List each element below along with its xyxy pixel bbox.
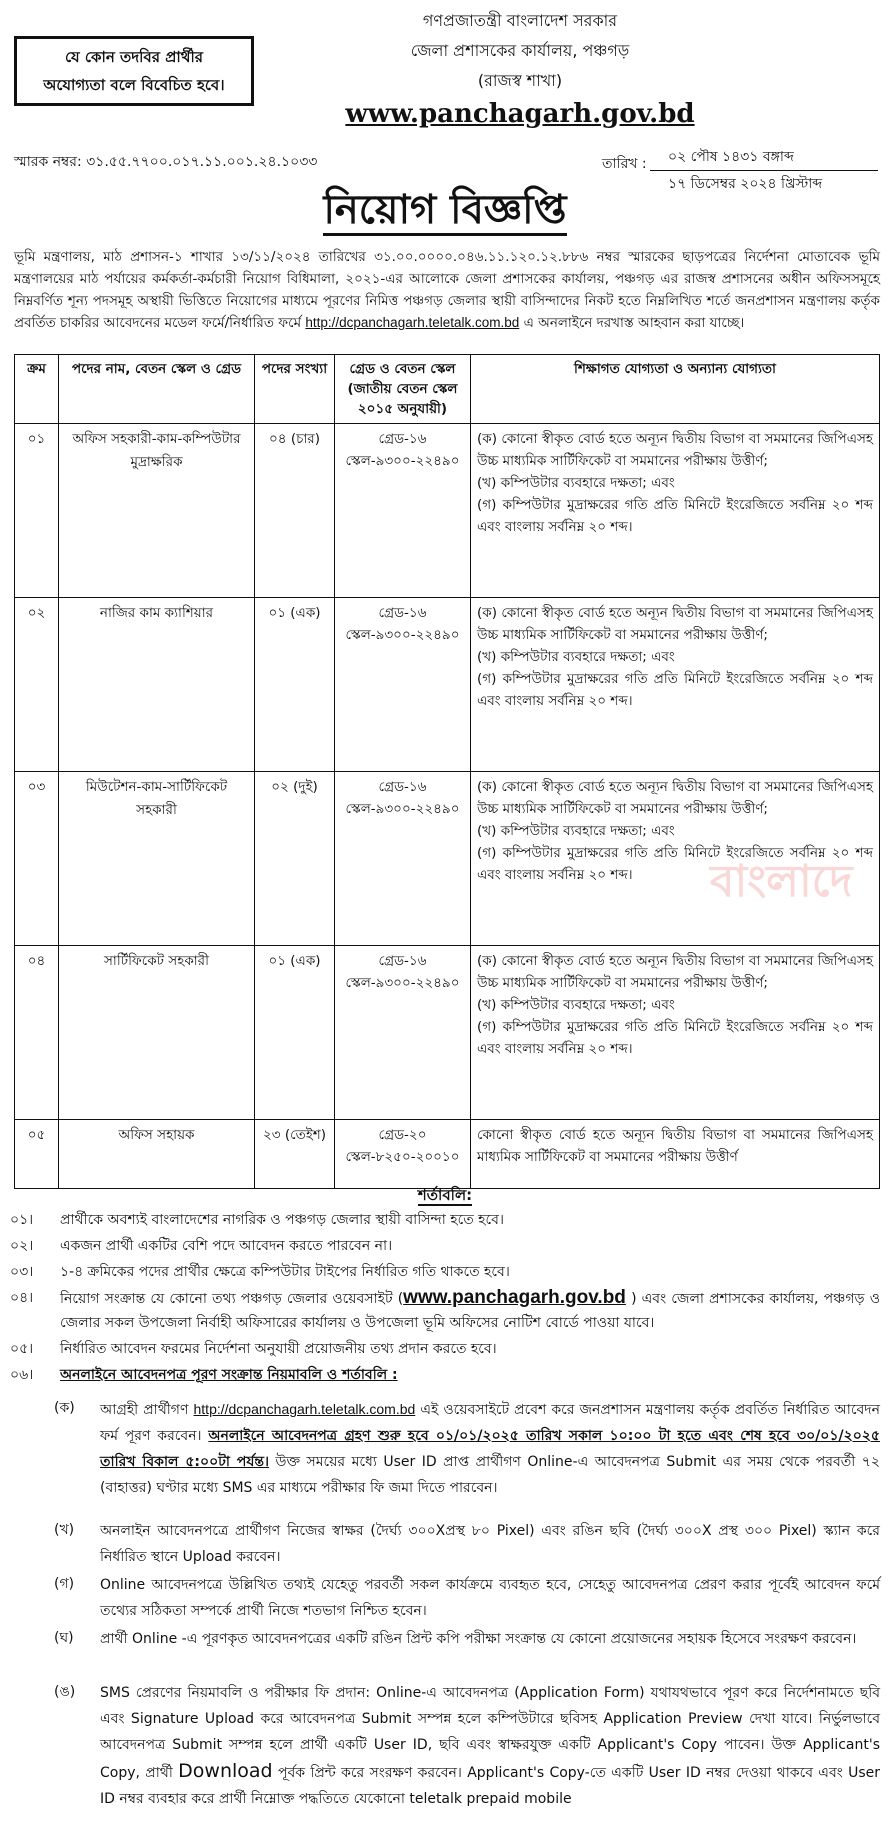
application-link[interactable]: http://dcpanchagarh.teletalk.com.bd [305,315,520,330]
warning-line-1: যে কোন তদবির প্রার্থীর [64,48,204,66]
cell-qualification: (ক) কোনো স্বীকৃত বোর্ড হতে অন্যূন দ্বিতীয় বিভাগ বা সমমানের জিপিএসহ উচ্চ মাধ্যমিক সার্টিফিকেট বা সমমানের পরীক্ষায় উত্তীর্ণ; (খ) কম্পিউটার ব্যবহারে দক্ষতা; এবং (গ) কম্পিউটার মুদ্রাক্ষরের গতি প্রতি মিনিটে ইংরেজিতে সর্বনিম্ন ২০ শব্দ এবং বাংলায় সর্বনিম্ন ২০ শব্দ। [471,424,880,598]
sub-item-gha: (ঘ) প্রার্থী Online -এ পূরণকৃত আবেদনপত্রের একটি রঙিন প্রিন্ট কপি পরীক্ষা সংক্রান্ত যে কোনো প্রয়োজনের সহায়ক হিসেবে সংরক্ষণ করবেন। [54,1630,857,1647]
intro-suffix: এ অনলাইনে দরখাস্ত আহবান করা যাচ্ছে। [523,315,745,331]
branch-name: (রাজস্ব শাখা) [477,71,563,90]
date-english: ১৭ ডিসেম্বর ২০২৪ খ্রিস্টাব্দ [668,176,823,192]
warning-notice-box [14,36,254,106]
sub-item-uma: (ঙ) SMS প্রেরণের নিয়মাবলি ও পরীক্ষার ফি প্রদান: Online-এ আবেদনপত্র (Application Form) যথাযথভাবে পূরণ করে নির্দেশনামতে ছবি এবং Signature Upload করে আবেদনপত্র Submit সম্পন্ন হলে কম্পিউটারে ছবিসহ Application Preview দেখা যাবে। নির্ভুলভাবে আবেদনপত্র Submit সম্পন্ন হলে প্রার্থী একটি User ID, ছবি এবং স্বাক্ষরযুক্ত একটি Applicant's Copy পাবেন। উক্ত Applicant's Copy, প্রার্থী Download পূর্বক প্রিন্ট করে সংরক্ষণ করবেন। Applicant's Copy-তে একটি User ID নম্বর দেওয়া থাকবে এবং User ID নম্বর ব্যবহার করে প্রার্থী নিম্নোক্ত পদ্ধতিতে যেকোনো teletalk prepaid mobile [54,1684,880,1807]
memo-number: স্মারক নম্বর: ৩১.৫৫.৭৭০০.০১৭.১১.০০১.২৪.১০৩৩ [14,154,318,170]
list-item: ০১। প্রার্থীকে অবশ্যই বাংলাদেশের নাগরিক ও পঞ্চগড় জেলার স্থায়ী বাসিন্দা হতে হবে। [10,1212,504,1228]
cell-count: ০১ (এক) [255,946,335,1120]
table-header-row [15,355,880,424]
cell-sl: ০২ [15,598,59,772]
posts-table [14,354,880,1189]
header-count: পদের সংখ্যা [255,355,335,424]
cell-post: অফিস সহায়ক [59,1120,255,1189]
header-qualification: শিক্ষাগত যোগ্যতা ও অন্যান্য যোগ্যতা [471,355,880,424]
cell-post: মিউটেশন-কাম-সার্টিফিকেট সহকারী [59,772,255,946]
sub-item-ka: (ক) আগ্রহী প্রার্থীগণ http://dcpanchagarh.teletalk.com.bd এই ওয়েবসাইটে প্রবেশ করে জনপ্রশাসন মন্ত্রণালয় কর্তৃক প্রবর্তিত নির্ধারিত আবেদন ফর্ম পূরণ করবেন। অনলাইনে আবেদনপত্র গ্রহণ শুরু হবে ০১/০১/২০২৫ তারিখ সকাল ১০:০০ টা হতে এবং শেষ হবে ৩০/০১/২০২৫ তারিখ বিকাল ৫:০০টা পর্যন্ত। উক্ত সময়ের মধ্যে User ID প্রাপ্ত প্রার্থীগণ Online-এ আবেদনপত্র Submit এর সময় থেকে পরবর্তী ৭২ (বাহাত্তর) ঘণ্টার মধ্যে SMS এর মাধ্যমে পরীক্ষার ফি জমা দিতে পারবেন। [54,1400,881,1496]
list-item: ০৪। নিয়োগ সংক্রান্ত যে কোনো তথ্য পঞ্চগড় জেলার ওয়েবসাইট (www.panchagarh.gov.bd ) এবং জেলা প্রশাসকের কার্যালয়, পঞ্চগড় ও জেলার সকল উপজেলা নির্বাহী অফিসারের কার্যালয় ও উপজেলা ভূমি অফিসের নোটিশ বোর্ডে পাওয়া যাবে। [10,1287,880,1331]
page-title: নিয়োগ বিজ্ঞপ্তি [0,178,890,245]
cell-grade: গ্রেড-২০ স্কেল-৮২৫০-২০০১০ [335,1120,471,1189]
table-row [15,598,880,772]
cell-qualification: (ক) কোনো স্বীকৃত বোর্ড হতে অন্যূন দ্বিতীয় বিভাগ বা সমমানের জিপিএসহ উচ্চ মাধ্যমিক সার্টিফিকেট বা সমমানের পরীক্ষায় উত্তীর্ণ; (খ) কম্পিউটার ব্যবহারে দক্ষতা; এবং (গ) কম্পিউটার মুদ্রাক্ষরের গতি প্রতি মিনিটে ইংরেজিতে সর্বনিম্ন ২০ শব্দ এবং বাংলায় সর্বনিম্ন ২০ শব্দ। [471,772,880,946]
cell-count: ০৪ (চার) [255,424,335,598]
cell-post: অফিস সহকারী-কাম-কম্পিউটার মুদ্রাক্ষরিক [59,424,255,598]
cell-count: ২৩ (তেইশ) [255,1120,335,1189]
gov-name: গণপ্রজাতন্ত্রী বাংলাদেশ সরকার [422,11,618,30]
cell-sl: ০৫ [15,1120,59,1189]
cell-qualification: (ক) কোনো স্বীকৃত বোর্ড হতে অন্যূন দ্বিতীয় বিভাগ বা সমমানের জিপিএসহ উচ্চ মাধ্যমিক সার্টিফিকেট বা সমমানের পরীক্ষায় উত্তীর্ণ; (খ) কম্পিউটার ব্যবহারে দক্ষতা; এবং (গ) কম্পিউটার মুদ্রাক্ষরের গতি প্রতি মিনিটে ইংরেজিতে সর্বনিম্ন ২০ শব্দ এবং বাংলায় সর্বনিম্ন ২০ শব্দ। [471,946,880,1120]
warning-line-2: অযোগ্যতা বলে বিবেচিত হবে। [43,76,225,94]
list-item: ০৫। নির্ধারিত আবেদন ফরমের নির্দেশনা অনুযায়ী প্রয়োজনীয় তথ্য প্রদান করতে হবে। [10,1341,497,1357]
terms-list [10,1208,880,1389]
date-label: তারিখ : [602,156,647,172]
cell-sl: ০৩ [15,772,59,946]
watermark-logo: বাংলাদে [710,856,853,907]
website-link[interactable]: www.panchagarh.gov.bd [345,99,695,129]
list-item: ০৬। অনলাইনে আবেদনপত্র পূরণ সংক্রান্ত নিয়মাবলি ও শর্তাবলি : [10,1367,398,1383]
cell-count: ০১ (এক) [255,598,335,772]
cell-qualification: (ক) কোনো স্বীকৃত বোর্ড হতে অন্যূন দ্বিতীয় বিভাগ বা সমমানের জিপিএসহ উচ্চ মাধ্যমিক সার্টিফিকেট বা সমমানের পরীক্ষায় উত্তীর্ণ; (খ) কম্পিউটার ব্যবহারে দক্ষতা; এবং (গ) কম্পিউটার মুদ্রাক্ষরের গতি প্রতি মিনিটে ইংরেজিতে সর্বনিম্ন ২০ শব্দ এবং বাংলায় সর্বনিম্ন ২০ শব্দ। [471,598,880,772]
cell-qualification: কোনো স্বীকৃত বোর্ড হতে অন্যূন দ্বিতীয় বিভাগ বা সমমানের জিপিএসহ মাধ্যমিক সার্টিফিকেট বা সমমানের পরীক্ষায় উত্তীর্ণ [471,1120,880,1189]
cell-sl: ০১ [15,424,59,598]
terms-heading: শর্তাবলি: [417,1186,473,1204]
list-item: ০৩। ১-৪ ক্রমিকের পদের প্রার্থীর ক্ষেত্রে কম্পিউটার টাইপের নির্ধারিত গতি থাকতে হবে। [10,1264,510,1280]
office-name: জেলা প্রশাসকের কার্যালয়, পঞ্চগড় [410,41,630,60]
header-grade: গ্রেড ও বেতন স্কেল (জাতীয় বেতন স্কেল ২০১৫ অনুযায়ী) [335,355,471,424]
cell-count: ০২ (দুই) [255,772,335,946]
cell-post: নাজির কাম ক্যাশিয়ার [59,598,255,772]
sub-item-ga: (গ) Online আবেদনপত্রে উল্লিখিত তথ্যই যেহেতু পরবর্তী সকল কার্যক্রমে ব্যবহৃত হবে, সেহেতু আবেদনপত্র প্রেরণ করার পূর্বেই আবেদন ফর্মে তথ্যের সঠিকতা সম্পর্কে প্রার্থী নিজে শতভাগ নিশ্চিত হবেন। [54,1576,880,1619]
cell-grade: গ্রেড-১৬ স্কেল-৯৩০০-২২৪৯০ [335,424,471,598]
intro-text: ভূমি মন্ত্রণালয়, মাঠ প্রশাসন-১ শাখার ১৩/১১/২০২৪ তারিখের ৩১.০০.০০০০.০৪৬.১১.১২০.১২.৮৮৬ নম্বর স্মারকের ছাড়পত্রের নির্দেশনা মোতাবেক ভূমি মন্ত্রণালয়ের মাঠ পর্যায়ের কর্মকর্তা-কর্মচারী নিয়োগ বিধিমালা, ২০২১-এর আলোকে জেলা প্রশাসকের কার্যালয়, পঞ্চগড় এর রাজস্ব প্রশাসনের অধীন অফিসসমূহে নিম্নবর্ণিত শূন্য পদসমূহ অস্থায়ী ভিত্তিতে নিয়োগের মাধ্যমে পূরণের নিমিত্ত পঞ্চগড় জেলার স্থায়ী বাসিন্দাদের নিকট হতে নিম্নলিখিত শর্তে জনপ্রশাসন মন্ত্রণালয় কর্তৃক প্রবর্তিত চাকরির আবেদনের মডেল ফর্মে/নির্ধারিত ফর্মে [14,249,880,331]
letterhead [300,6,740,132]
website-link[interactable]: www.panchagarh.gov.bd [403,1287,626,1308]
cell-sl: ০৪ [15,946,59,1120]
header-sl: ক্রম [15,355,59,424]
application-link[interactable]: http://dcpanchagarh.teletalk.com.bd [193,1401,416,1417]
date-bangla: ০২ পৌষ ১৪৩১ বঙ্গাব্দ [650,144,878,171]
intro-paragraph [14,246,880,334]
list-item: ০২। একজন প্রার্থী একটির বেশি পদে আবেদন করতে পারবেন না। [10,1238,393,1254]
table-row [15,946,880,1120]
cell-grade: গ্রেড-১৬ স্কেল-৯৩০০-২২৪৯০ [335,598,471,772]
cell-grade: গ্রেড-১৬ স্কেল-৯৩০০-২২৪৯০ [335,772,471,946]
header-post: পদের নাম, বেতন স্কেল ও গ্রেড [59,355,255,424]
sub-item-kha: (খ) অনলাইন আবেদনপত্রে প্রার্থীগণ নিজের স্বাক্ষর (দৈর্ঘ্য ৩০০Xপ্রস্থ ৮০ Pixel) এবং রঙিন ছবি (দৈর্ঘ্য ৩০০X প্রস্থ ৩০০ Pixel) স্ক্যান করে নির্ধারিত স্থানে Upload করবেন। [54,1522,880,1565]
cell-grade: গ্রেড-১৬ স্কেল-৯৩০০-২২৪৯০ [335,946,471,1120]
cell-post: সার্টিফিকেট সহকারী [59,946,255,1120]
table-row [15,424,880,598]
table-row [15,1120,880,1189]
